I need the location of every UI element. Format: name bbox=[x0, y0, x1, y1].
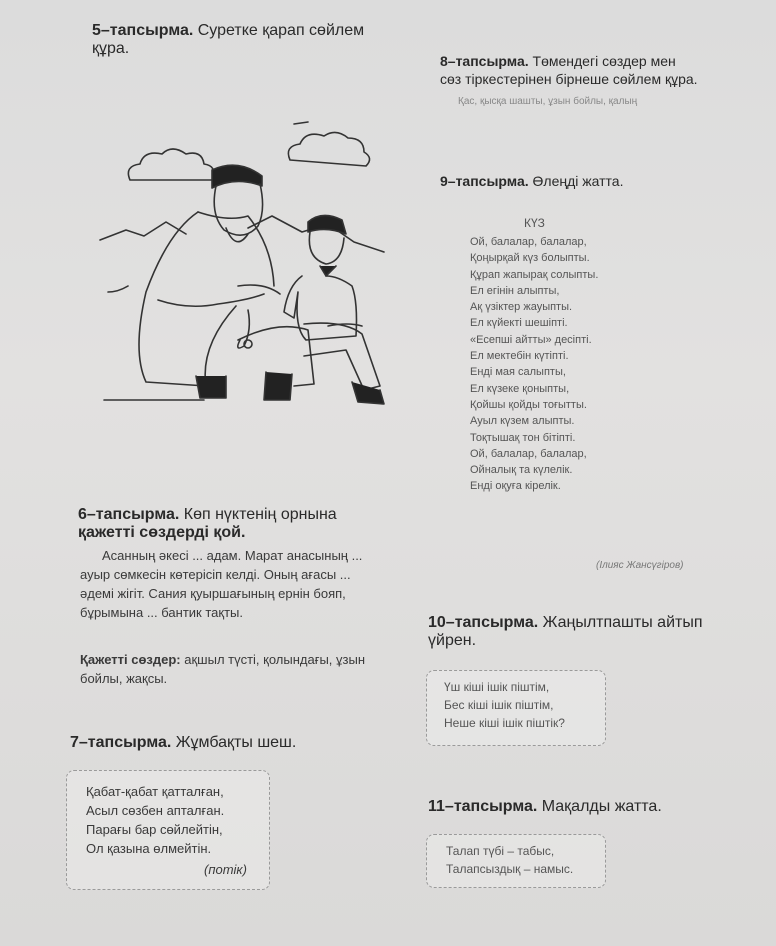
task8-text: Төмендегі сөздер мен bbox=[532, 53, 676, 69]
poem-line: Ой, балалар, балалар, bbox=[470, 236, 587, 248]
poem-line: Қоңырқай күз болыпты. bbox=[470, 252, 590, 265]
poem-line: Ауыл күзем алыпты. bbox=[470, 415, 575, 428]
riddle-line: Қабат-қабат қатталған, bbox=[86, 784, 224, 799]
poem-line: «Есепші айтты» десіпті. bbox=[470, 333, 592, 346]
task7-text: Жұмбақты шеш. bbox=[175, 734, 297, 751]
task9-heading bbox=[440, 172, 623, 190]
needed-words: ақшыл түсті, қолындағы, ұзын bbox=[184, 652, 366, 667]
task5-heading bbox=[92, 22, 412, 58]
task11-text: Мақалды жатта. bbox=[541, 798, 662, 815]
task6-text: Көп нүктенің орнына bbox=[183, 506, 337, 523]
task10-text: Жаңылтпашты айтып bbox=[542, 614, 703, 631]
twister-line: Үш кіші ішік піштім, bbox=[444, 680, 550, 694]
riddle-lines bbox=[86, 782, 224, 858]
poem-line: Құрап жапырақ солыпты. bbox=[470, 268, 599, 281]
task6-heading bbox=[78, 506, 418, 542]
needed-label: Қажетті сөздер: bbox=[80, 652, 181, 667]
task9-label: 9–тапсырма. bbox=[440, 173, 529, 189]
needed-words2: бойлы, жақсы. bbox=[80, 671, 168, 686]
poem-line: Ел күзеке қоныпты, bbox=[470, 382, 570, 395]
tongue-twister-lines bbox=[444, 678, 565, 732]
task6-text2: қажетті сөздерді қой. bbox=[78, 524, 246, 541]
poem-line: Ел күйекті шешіпті. bbox=[470, 317, 568, 330]
task9-text: Өлеңді жатта. bbox=[532, 173, 624, 189]
task8-words: Қас, қысқа шашты, ұзын бойлы, қалың bbox=[458, 96, 638, 107]
task6-paragraph bbox=[80, 546, 410, 622]
poem-line: Тоқтышақ тон бітіпті. bbox=[470, 431, 576, 444]
task5-label: 5–тапсырма. bbox=[92, 22, 194, 39]
task6-para-line: Асанның әкесі ... адам. Марат анасының ... bbox=[102, 548, 363, 563]
poem-line: Ой, балалар, балалар, bbox=[470, 447, 587, 460]
poem-author: (Ілияс Жансүгіров) bbox=[596, 560, 684, 571]
twister-line: Бес кіші ішік піштім, bbox=[444, 698, 554, 712]
task6-para-line: бұрымына ... бантик тақты. bbox=[80, 605, 243, 620]
task6-label: 6–тапсырма. bbox=[78, 506, 180, 523]
grandfather-and-boy-illustration bbox=[98, 100, 408, 410]
task8-label: 8–тапсырма. bbox=[440, 53, 529, 69]
task7-heading bbox=[70, 734, 296, 752]
task10-text2: үйрен. bbox=[428, 632, 477, 649]
riddle-answer: (потік) bbox=[204, 862, 247, 877]
proverb-line: Талап түбі – табыс, bbox=[446, 844, 555, 858]
task11-label: 11–тапсырма. bbox=[428, 798, 538, 815]
poem-line: Ойналық та күлелік. bbox=[470, 464, 573, 477]
poem-lines bbox=[470, 234, 598, 495]
riddle-line: Парағы бар сөйлейтін, bbox=[86, 822, 223, 837]
task10-heading bbox=[428, 614, 758, 650]
poem-line: Ел егінін алыпты, bbox=[470, 284, 560, 297]
task5-text: Суретке қарап сөйлем bbox=[197, 22, 365, 39]
task5-text2: құра. bbox=[92, 40, 130, 57]
riddle-line: Асыл сөзбен апталған. bbox=[86, 803, 225, 818]
poem-line: Енді оқуға кірелік. bbox=[470, 480, 561, 493]
task6-para-line: ауыр сөмкесін көтерісіп келді. Оның ағасы ... bbox=[80, 567, 351, 582]
task11-heading bbox=[428, 798, 662, 816]
task6-para-line: әдемі жігіт. Сания қуыршағының ернін бояп, bbox=[80, 586, 346, 601]
proverb-lines bbox=[446, 842, 573, 878]
poem-line: Енді мая салыпты, bbox=[470, 366, 566, 379]
task7-label: 7–тапсырма. bbox=[70, 734, 172, 751]
proverb-line: Талапсыздық – намыс. bbox=[446, 862, 574, 876]
poem-title: КҮЗ bbox=[524, 216, 545, 230]
poem-line: Ақ үзіктер жауыпты. bbox=[470, 301, 573, 314]
riddle-line: Ол қазына өлмейтін. bbox=[86, 841, 212, 856]
task6-needed-words bbox=[80, 650, 410, 688]
task10-label: 10–тапсырма. bbox=[428, 614, 539, 631]
task8-text2: сөз тіркестерінен бірнеше сөйлем құра. bbox=[440, 71, 698, 87]
task8-heading bbox=[440, 52, 760, 88]
poem-line: Ел мектебін күтіпті. bbox=[470, 350, 569, 363]
poem-line: Қойшы қойды тоғытты. bbox=[470, 398, 587, 411]
twister-line: Неше кіші ішік піштік? bbox=[444, 716, 565, 730]
